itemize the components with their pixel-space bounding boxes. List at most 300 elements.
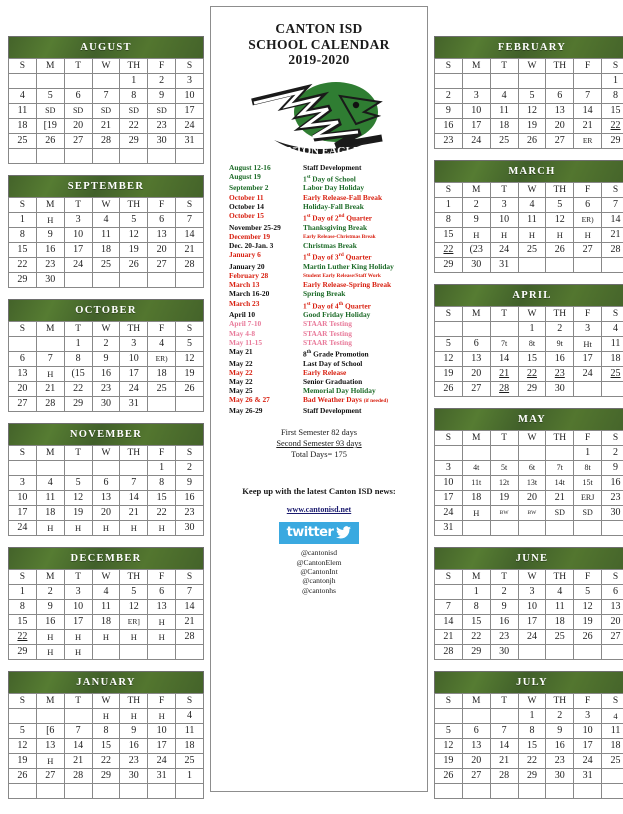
day-cell[interactable]: 22 [64,382,92,397]
day-cell[interactable]: 5 [120,585,148,600]
day-cell[interactable]: 31 [490,258,518,273]
day-cell[interactable]: 13 [36,739,64,754]
day-cell[interactable]: 24 [64,258,92,273]
day-cell[interactable]: 4 [490,89,518,104]
day-cell[interactable]: SD [546,506,574,521]
day-cell[interactable]: 18 [602,739,623,754]
day-cell[interactable]: H [36,754,64,769]
day-cell[interactable]: 20 [602,615,623,630]
day-cell[interactable]: 11 [92,600,120,615]
day-cell[interactable]: 26 [9,769,37,784]
day-cell[interactable]: 18 [148,367,176,382]
day-cell[interactable]: 8t [574,461,602,476]
day-cell[interactable]: 7 [574,89,602,104]
day-cell[interactable]: 2 [602,446,623,461]
day-cell[interactable]: 7 [176,213,204,228]
day-cell[interactable]: H [92,630,120,645]
day-cell[interactable]: 15 [518,739,546,754]
day-cell[interactable]: H [574,228,602,243]
day-cell[interactable]: 22 [92,754,120,769]
day-cell[interactable]: 17 [9,506,37,521]
day-cell[interactable]: 24 [435,506,463,521]
day-cell[interactable]: 22 [602,119,623,134]
day-cell[interactable]: 10 [120,352,148,367]
day-cell[interactable]: 12 [9,739,37,754]
day-cell[interactable]: 12 [64,491,92,506]
day-cell[interactable]: 11 [602,724,623,739]
day-cell[interactable]: 23 [120,754,148,769]
day-cell[interactable]: 25 [518,243,546,258]
day-cell[interactable]: 14t [546,476,574,491]
day-cell[interactable]: 25 [490,134,518,149]
day-cell[interactable]: 3 [574,709,602,724]
day-cell[interactable]: 18 [36,506,64,521]
day-cell[interactable]: 13 [92,491,120,506]
day-cell[interactable]: 15t [574,476,602,491]
day-cell[interactable]: 17 [120,367,148,382]
day-cell[interactable]: 21 [546,491,574,506]
day-cell[interactable]: 9 [92,352,120,367]
day-cell[interactable]: 11 [546,600,574,615]
day-cell[interactable]: 2 [36,585,64,600]
day-cell[interactable]: 27 [462,769,490,784]
day-cell[interactable]: 10 [64,228,92,243]
day-cell[interactable]: 29 [64,397,92,412]
day-cell[interactable]: 6 [92,476,120,491]
day-cell[interactable]: 5 [435,337,463,352]
day-cell[interactable]: 12 [435,352,463,367]
day-cell[interactable]: 5 [518,89,546,104]
day-cell[interactable]: 4 [36,476,64,491]
day-cell[interactable]: 31 [574,769,602,784]
day-cell[interactable]: 18 [9,119,37,134]
day-cell[interactable]: [19 [36,119,64,134]
day-cell[interactable]: 16 [546,352,574,367]
day-cell[interactable]: 29 [9,645,37,660]
day-cell[interactable]: 12 [546,213,574,228]
day-cell[interactable]: 30 [120,769,148,784]
day-cell[interactable]: H [490,228,518,243]
day-cell[interactable]: 20 [546,119,574,134]
day-cell[interactable]: 29 [435,258,463,273]
day-cell[interactable]: 9 [120,724,148,739]
day-cell[interactable]: H [64,645,92,660]
day-cell[interactable]: 10 [462,104,490,119]
day-cell[interactable]: H [36,521,64,536]
day-cell[interactable]: 11 [518,213,546,228]
day-cell[interactable]: ER) [574,213,602,228]
day-cell[interactable]: 20 [92,506,120,521]
day-cell[interactable]: 17 [462,119,490,134]
day-cell[interactable]: 1 [435,198,463,213]
day-cell[interactable]: 19 [64,506,92,521]
day-cell[interactable]: 20 [462,367,490,382]
day-cell[interactable]: 7 [176,585,204,600]
day-cell[interactable]: [6 [36,724,64,739]
day-cell[interactable]: 23 [148,119,176,134]
day-cell[interactable]: 24 [574,367,602,382]
day-cell[interactable]: 2 [462,198,490,213]
day-cell[interactable]: 8 [518,724,546,739]
day-cell[interactable]: 22 [462,630,490,645]
day-cell[interactable]: 3 [64,213,92,228]
day-cell[interactable]: 8 [9,228,37,243]
day-cell[interactable]: 13 [462,739,490,754]
day-cell[interactable]: 9 [36,600,64,615]
day-cell[interactable]: ER [574,134,602,149]
day-cell[interactable]: H [64,521,92,536]
day-cell[interactable]: 8 [64,352,92,367]
day-cell[interactable]: 16 [435,119,463,134]
day-cell[interactable]: 31 [120,397,148,412]
day-cell[interactable]: 3 [574,322,602,337]
day-cell[interactable]: 25 [602,367,623,382]
day-cell[interactable]: 13 [9,367,37,382]
day-cell[interactable]: 2 [490,585,518,600]
day-cell[interactable]: 28 [176,258,204,273]
twitter-handle[interactable]: @CantonElem [296,557,342,567]
day-cell[interactable]: 21 [92,119,120,134]
day-cell[interactable]: 15 [518,352,546,367]
day-cell[interactable]: 6 [602,585,623,600]
day-cell[interactable]: H [120,630,148,645]
day-cell[interactable]: 7 [92,89,120,104]
day-cell[interactable]: 16 [602,476,623,491]
day-cell[interactable]: 11 [9,104,37,119]
day-cell[interactable]: 7 [490,724,518,739]
day-cell[interactable]: H [92,521,120,536]
day-cell[interactable]: 4 [602,709,623,724]
day-cell[interactable]: 30 [92,397,120,412]
day-cell[interactable]: 21 [490,367,518,382]
day-cell[interactable]: 8 [9,600,37,615]
day-cell[interactable]: H [92,709,120,724]
day-cell[interactable]: 29 [518,769,546,784]
day-cell[interactable]: 15 [92,739,120,754]
day-cell[interactable]: 13t [518,476,546,491]
day-cell[interactable]: 6t [518,461,546,476]
day-cell[interactable]: 12 [120,600,148,615]
day-cell[interactable]: 27 [546,134,574,149]
day-cell[interactable]: 4 [9,89,37,104]
day-cell[interactable]: 7 [64,724,92,739]
day-cell[interactable]: 9 [435,104,463,119]
day-cell[interactable]: 3 [518,585,546,600]
day-cell[interactable]: 9 [462,213,490,228]
day-cell[interactable]: 14 [176,228,204,243]
day-cell[interactable]: ER) [148,352,176,367]
day-cell[interactable]: 29 [92,769,120,784]
day-cell[interactable]: 1 [574,446,602,461]
day-cell[interactable]: H [518,228,546,243]
day-cell[interactable]: H [462,228,490,243]
day-cell[interactable]: 4t [462,461,490,476]
day-cell[interactable]: 21 [176,615,204,630]
day-cell[interactable]: 7 [435,600,463,615]
day-cell[interactable]: 19 [490,491,518,506]
day-cell[interactable]: 5 [435,724,463,739]
day-cell[interactable]: 5 [36,89,64,104]
day-cell[interactable]: 5 [546,198,574,213]
day-cell[interactable]: 14 [64,739,92,754]
day-cell[interactable]: 24 [490,243,518,258]
day-cell[interactable]: 27 [148,258,176,273]
day-cell[interactable]: 12 [435,739,463,754]
twitter-handle[interactable]: @CantonInt [300,566,338,576]
day-cell[interactable]: BW [490,506,518,521]
day-cell[interactable]: 26 [518,134,546,149]
day-cell[interactable]: SD [36,104,64,119]
day-cell[interactable]: 3 [120,337,148,352]
day-cell[interactable]: 10 [574,724,602,739]
day-cell[interactable]: 14 [574,104,602,119]
day-cell[interactable]: SD [92,104,120,119]
day-cell[interactable]: 5 [9,724,37,739]
day-cell[interactable]: 27 [64,134,92,149]
day-cell[interactable]: 6 [9,352,37,367]
day-cell[interactable]: 28 [435,645,463,660]
day-cell[interactable]: 23 [546,754,574,769]
day-cell[interactable]: 6 [462,337,490,352]
day-cell[interactable]: 13 [148,600,176,615]
day-cell[interactable]: 3 [490,198,518,213]
day-cell[interactable]: 13 [602,600,623,615]
day-cell[interactable]: 26 [574,630,602,645]
day-cell[interactable]: 14 [490,739,518,754]
day-cell[interactable]: 1 [148,461,176,476]
day-cell[interactable]: 9 [176,476,204,491]
day-cell[interactable]: 2 [148,74,176,89]
day-cell[interactable]: 23 [490,630,518,645]
day-cell[interactable]: 17 [64,615,92,630]
day-cell[interactable]: SD [574,506,602,521]
day-cell[interactable]: 8 [602,89,623,104]
day-cell[interactable]: 15 [435,228,463,243]
day-cell[interactable]: 27 [462,382,490,397]
day-cell[interactable]: 22 [9,630,37,645]
day-cell[interactable]: 21 [64,754,92,769]
day-cell[interactable]: 20 [518,491,546,506]
day-cell[interactable]: (23 [462,243,490,258]
day-cell[interactable]: 26 [546,243,574,258]
day-cell[interactable]: 16 [92,367,120,382]
day-cell[interactable]: 18 [176,739,204,754]
day-cell[interactable]: 17 [574,739,602,754]
day-cell[interactable]: 16 [490,615,518,630]
day-cell[interactable]: 19 [435,754,463,769]
day-cell[interactable]: 23 [435,134,463,149]
day-cell[interactable]: H [148,630,176,645]
day-cell[interactable]: 28 [490,769,518,784]
day-cell[interactable]: 10 [176,89,204,104]
day-cell[interactable]: 27 [602,630,623,645]
day-cell[interactable]: 10 [64,600,92,615]
day-cell[interactable]: 31 [176,134,204,149]
day-cell[interactable]: 23 [92,382,120,397]
day-cell[interactable]: 27 [9,397,37,412]
day-cell[interactable]: 8 [148,476,176,491]
day-cell[interactable]: 15 [602,104,623,119]
day-cell[interactable]: 13 [462,352,490,367]
twitter-logo[interactable] [279,522,360,544]
day-cell[interactable]: 7 [602,198,623,213]
day-cell[interactable]: H [148,521,176,536]
day-cell[interactable]: 4 [92,585,120,600]
day-cell[interactable]: 22 [148,506,176,521]
day-cell[interactable]: 20 [64,119,92,134]
day-cell[interactable]: 1 [9,585,37,600]
day-cell[interactable]: 17 [148,739,176,754]
day-cell[interactable]: BW [518,506,546,521]
day-cell[interactable]: 9 [36,228,64,243]
day-cell[interactable]: 15 [148,491,176,506]
day-cell[interactable]: 17 [435,491,463,506]
day-cell[interactable]: 3 [64,585,92,600]
day-cell[interactable]: 11 [176,724,204,739]
day-cell[interactable]: 5 [176,337,204,352]
day-cell[interactable]: 30 [546,382,574,397]
day-cell[interactable]: 19 [9,754,37,769]
day-cell[interactable]: 21 [120,506,148,521]
day-cell[interactable]: 9 [602,461,623,476]
day-cell[interactable]: 6 [462,724,490,739]
day-cell[interactable]: 15 [462,615,490,630]
day-cell[interactable]: H [148,709,176,724]
day-cell[interactable]: 18 [92,243,120,258]
day-cell[interactable]: 4 [546,585,574,600]
day-cell[interactable]: 10 [9,491,37,506]
day-cell[interactable]: 15 [9,243,37,258]
day-cell[interactable]: 13 [546,104,574,119]
day-cell[interactable]: 26 [36,134,64,149]
day-cell[interactable]: 29 [518,382,546,397]
day-cell[interactable]: 25 [148,382,176,397]
day-cell[interactable]: H [36,367,64,382]
day-cell[interactable]: 21 [435,630,463,645]
day-cell[interactable]: 27 [574,243,602,258]
day-cell[interactable]: H [120,521,148,536]
day-cell[interactable]: 11 [602,337,623,352]
day-cell[interactable]: 1 [9,213,37,228]
day-cell[interactable]: 8 [435,213,463,228]
day-cell[interactable]: 28 [64,769,92,784]
day-cell[interactable]: 10 [435,476,463,491]
day-cell[interactable]: 24 [176,119,204,134]
day-cell[interactable]: 6 [64,89,92,104]
day-cell[interactable]: 7t [546,461,574,476]
day-cell[interactable]: 24 [574,754,602,769]
day-cell[interactable]: 26 [435,769,463,784]
day-cell[interactable]: 3 [435,461,463,476]
day-cell[interactable]: 8 [462,600,490,615]
day-cell[interactable]: 21 [574,119,602,134]
day-cell[interactable]: 16 [36,243,64,258]
day-cell[interactable]: 15 [9,615,37,630]
day-cell[interactable]: Ht [574,337,602,352]
day-cell[interactable]: 25 [176,754,204,769]
day-cell[interactable]: 2 [546,709,574,724]
day-cell[interactable]: 21 [36,382,64,397]
twitter-handle[interactable]: @cantonisd [300,548,338,558]
day-cell[interactable]: 25 [546,630,574,645]
day-cell[interactable]: 30 [148,134,176,149]
day-cell[interactable]: 19 [120,243,148,258]
day-cell[interactable]: 5 [120,213,148,228]
day-cell[interactable]: 25 [92,258,120,273]
day-cell[interactable]: 7t [490,337,518,352]
day-cell[interactable]: 18 [462,491,490,506]
day-cell[interactable]: 6 [148,585,176,600]
day-cell[interactable]: 19 [518,119,546,134]
day-cell[interactable]: ERJ [574,491,602,506]
day-cell[interactable]: 11 [490,104,518,119]
day-cell[interactable]: 16 [36,615,64,630]
day-cell[interactable]: 9t [546,337,574,352]
day-cell[interactable]: 22 [9,258,37,273]
day-cell[interactable]: 23 [176,506,204,521]
day-cell[interactable]: 22 [518,754,546,769]
day-cell[interactable]: 9 [148,89,176,104]
day-cell[interactable]: 30 [36,273,64,288]
day-cell[interactable]: 22 [120,119,148,134]
day-cell[interactable]: 19 [176,367,204,382]
day-cell[interactable]: 17 [64,243,92,258]
day-cell[interactable]: 11 [36,491,64,506]
day-cell[interactable]: 23 [602,491,623,506]
day-cell[interactable]: H [546,228,574,243]
day-cell[interactable]: 22 [435,243,463,258]
day-cell[interactable]: 2 [176,461,204,476]
day-cell[interactable]: 20 [148,243,176,258]
day-cell[interactable]: 19 [435,367,463,382]
day-cell[interactable]: 2 [546,322,574,337]
day-cell[interactable]: 29 [120,134,148,149]
day-cell[interactable]: 12 [518,104,546,119]
day-cell[interactable]: 6 [148,213,176,228]
day-cell[interactable]: 12 [574,600,602,615]
day-cell[interactable]: 21 [602,228,623,243]
day-cell[interactable]: 5 [574,585,602,600]
day-cell[interactable]: 8 [92,724,120,739]
day-cell[interactable]: 1 [64,337,92,352]
day-cell[interactable]: 22 [518,367,546,382]
day-cell[interactable]: 20 [462,754,490,769]
day-cell[interactable]: 10 [490,213,518,228]
day-cell[interactable]: 30 [602,506,623,521]
day-cell[interactable]: 31 [148,769,176,784]
day-cell[interactable]: 17 [518,615,546,630]
day-cell[interactable]: 30 [490,645,518,660]
day-cell[interactable]: 24 [148,754,176,769]
day-cell[interactable]: 9 [490,600,518,615]
day-cell[interactable]: 1 [462,585,490,600]
day-cell[interactable]: 5 [64,476,92,491]
day-cell[interactable]: H [36,213,64,228]
day-cell[interactable]: H [148,615,176,630]
day-cell[interactable]: (15 [64,367,92,382]
day-cell[interactable]: 4 [602,322,623,337]
day-cell[interactable]: 10 [518,600,546,615]
day-cell[interactable]: 31 [435,521,463,536]
day-cell[interactable]: 19 [574,615,602,630]
day-cell[interactable]: 9 [546,724,574,739]
day-cell[interactable]: 4 [176,709,204,724]
day-cell[interactable]: 1 [518,709,546,724]
day-cell[interactable]: H [36,630,64,645]
day-cell[interactable]: 6 [546,89,574,104]
day-cell[interactable]: 1 [176,769,204,784]
day-cell[interactable]: 14 [176,600,204,615]
